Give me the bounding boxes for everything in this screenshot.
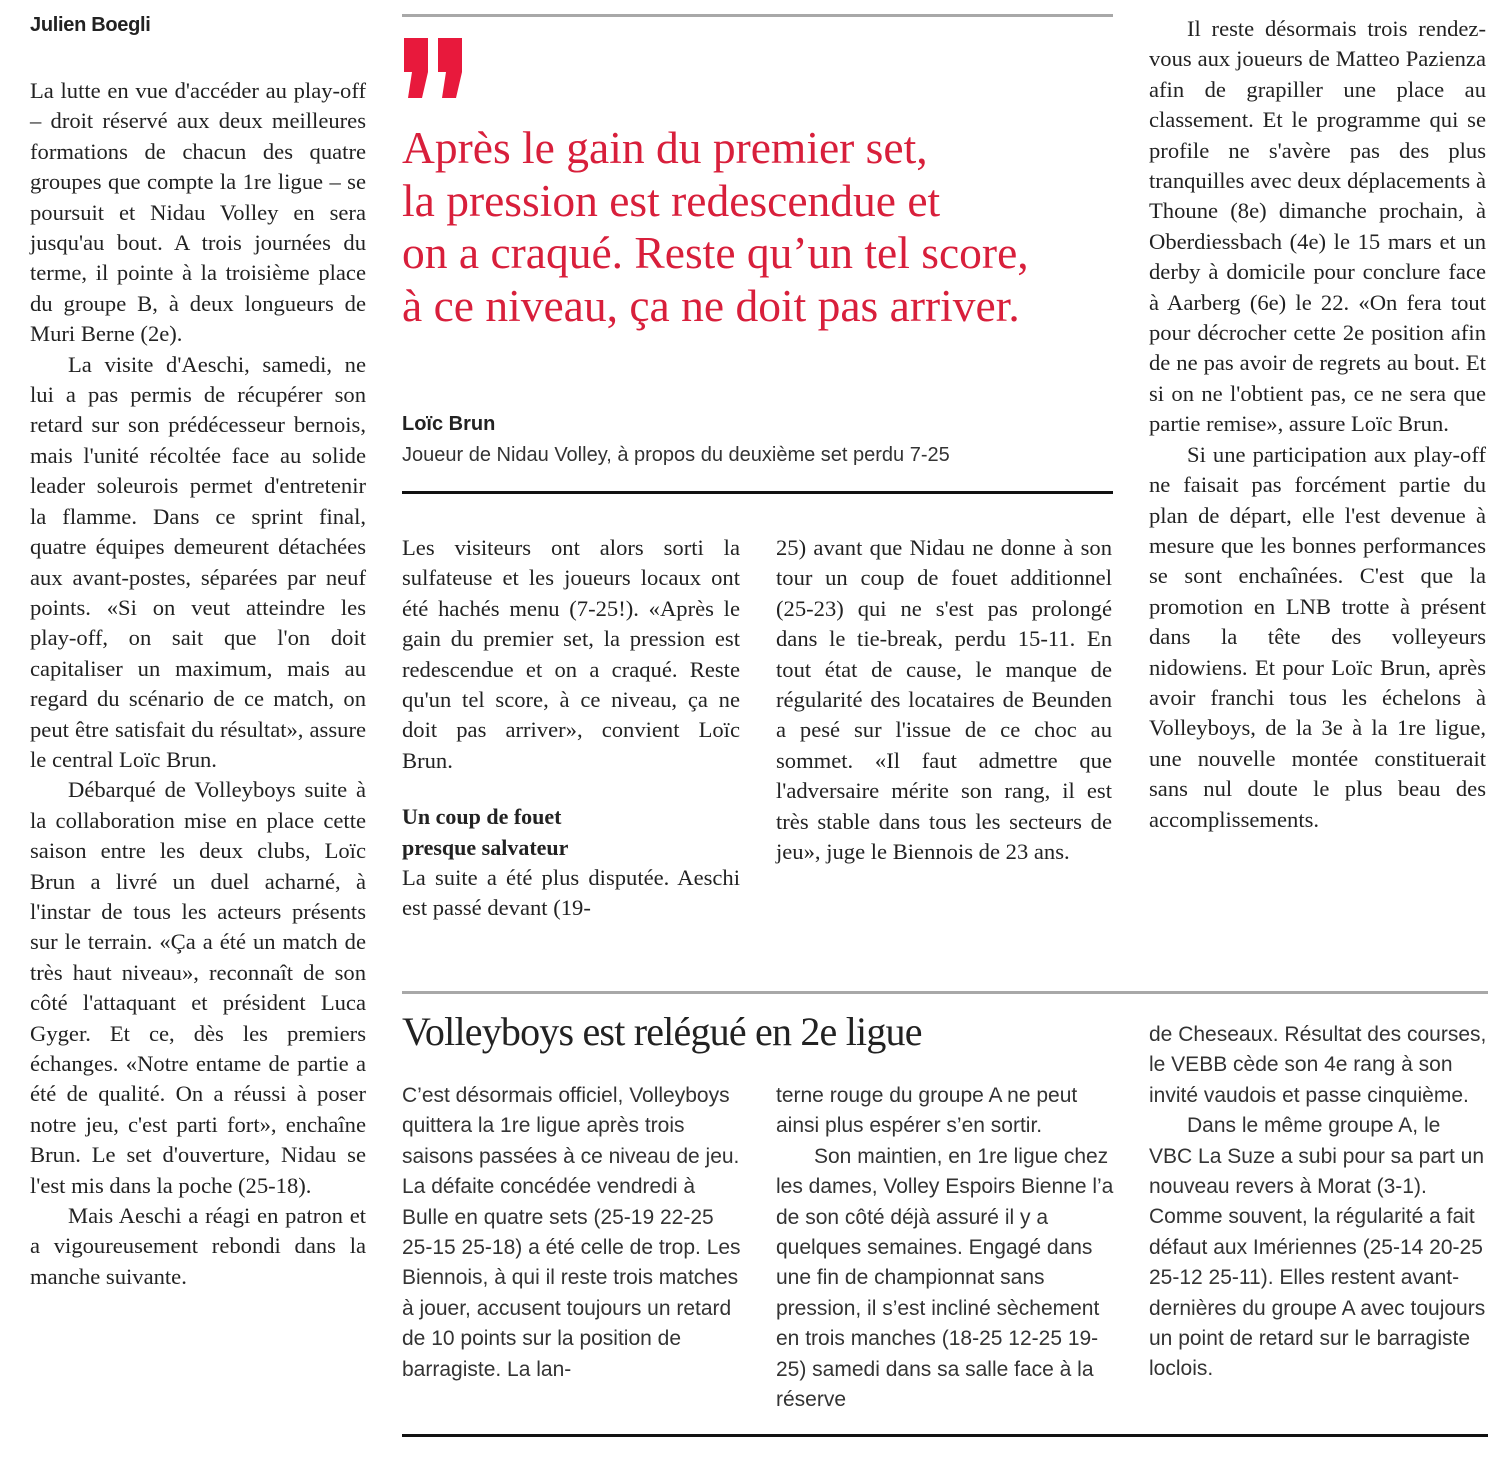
article-column-4 xyxy=(1149,14,1486,835)
sidebar-top-rule xyxy=(402,991,1488,994)
paragraph: La suite a été plus disputée. Aeschi est passé devant (19- xyxy=(402,865,740,921)
byline: Julien Boegli xyxy=(30,14,151,36)
quote-mark-icon xyxy=(402,38,466,100)
paragraph: terne rouge du groupe A ne peut ainsi plus espérer s’en sortir. xyxy=(776,1084,1078,1138)
pull-quote-line: à ce niveau, ça ne doit pas arriver. xyxy=(402,279,1020,331)
sidebar-article-title: Volleyboys est relégué en 2e ligue xyxy=(402,1009,922,1054)
pull-quote xyxy=(402,122,1122,332)
paragraph: Débarqué de Volleyboys suite à la collaboration mise en place cette saison entre les deux clubs, Loïc Brun a livré un duel acharné, à l'instar de tous les acteurs présents sur le terrain. «Ça a été un match de très haut niveau», reconnaît de son côté l'attaquant et président Luca Gyger. Et ce, dès les premiers échanges. «Notre entame de partie a été de qualité. On a réussi à poser notre jeu, c'est parti fort», enchaîne Brun. Le set d'ouverture, Nidau se l'est mis dans la poche (25-18). xyxy=(30,777,366,1198)
paragraph: Il reste désormais trois rendez-vous aux joueurs de Matteo Pazienza afin de grapiller une place au classement. Et le programme qui se profile ne s'avère pas des plus tranquilles avec deux déplacements à Thoune (8e) dimanche prochain, à Oberdiessbach (4e) le 15 mars et un derby à domicile pour conclure face à Aarberg (6e) le 22. «On fera tout pour décrocher cette 2e position afin de ne pas avoir de regrets au bout. Et si on ne l'obtient pas, ce ne sera que partie remise», assure Loïc Brun. xyxy=(1149,16,1486,437)
sidebar-column-2 xyxy=(776,1081,1116,1415)
article-column-3 xyxy=(776,533,1112,867)
paragraph: Dans le même groupe A, le VBC La Suze a subi pour sa part un nouveau revers à Morat (3-1). Comme souvent, la régularité a fait défaut aux Imériennes (25-14 20-25 25-12 25-11). Elles restent avant-dernières du groupe A avec toujours un point de retard sur le barragiste loclois. xyxy=(1149,1114,1486,1381)
pull-quote-line: la pression est redescendue et xyxy=(402,174,941,226)
pull-quote-top-rule xyxy=(402,14,1113,17)
pull-quote-bottom-rule xyxy=(402,491,1113,494)
subheading xyxy=(402,802,740,863)
paragraph: de Cheseaux. Résultat des courses, le VEBB cède son 4e rang à son invité vaudois et passe cinquième. xyxy=(1149,1023,1487,1107)
paragraph: Les visiteurs ont alors sorti la sulfateuse et les joueurs locaux ont été hachés menu (7-25!). «Après le gain du premier set, la pression est redescendue et on a craqué. Reste qu'un tel score, à ce niveau, ça ne doit pas arriver», convient Loïc Brun. xyxy=(402,535,740,773)
article-column-1 xyxy=(30,76,366,1292)
sidebar-column-1 xyxy=(402,1081,742,1385)
paragraph: La visite d'Aeschi, samedi, ne lui a pas permis de récupérer son retard sur son prédécesseur bernois, mais l'unité récoltée face au solide leader soleurois permet d'entretenir la flamme. Dans ce sprint final, quatre équipes demeurent détachées aux avant-postes, séparées par neuf points. «Si on veut atteindre les play-off, on sait que l'on doit capitaliser un maximum, mais au regard du scénario de ce match, on peut être satisfait du résultat», assure le central Loïc Brun. xyxy=(30,351,366,772)
paragraph: Mais Aeschi a réagi en patron et a vigoureusement rebondi dans la manche suivante. xyxy=(30,1203,366,1289)
page-bottom-rule xyxy=(402,1434,1488,1437)
sidebar-column-3 xyxy=(1149,1020,1489,1385)
pull-quote-line: Après le gain du premier set, xyxy=(402,122,928,173)
quote-author-role: Joueur de Nidau Volley, à propos du deuxième set perdu 7-25 xyxy=(402,444,950,466)
paragraph: Son maintien, en 1re ligue chez les dames, Volley Espoirs Bienne l’a de son côté déjà assuré il y a quelques semaines. Engagé dans une fin de championnat sans pression, il s’est incliné sèchement en trois manches (18-25 12-25 19-25) samedi dans sa salle face à la réserve xyxy=(776,1144,1114,1412)
paragraph: La lutte en vue d'accéder au play-off – droit réservé aux deux meilleures formations de chacun des quatre groupes que compte la 1re ligue – se poursuit et Nidau Volley en sera jusqu'au bout. A trois journées du terme, il pointe à la troisième place du groupe B, à deux longueurs de Muri Berne (2e). xyxy=(30,78,366,347)
paragraph: Si une participation aux play-off ne faisait pas forcément partie du plan de départ, elle l'est devenue à mesure que les bonnes performances se sont enchaînées. C'est que la promotion en LNB trotte à présent dans la tête des volleyeurs nidowiens. Et pour Loïc Brun, après avoir franchi tous les échelons à Volleyboys, de la 3e à la 1re ligue, une nouvelle montée constituerait sans nul doute le plus beau des accomplissements. xyxy=(1149,441,1486,832)
subheading-line: Un coup de fouet xyxy=(402,804,562,830)
pull-quote-line: on a craqué. Reste qu’un tel score, xyxy=(402,227,1029,278)
paragraph: 25) avant que Nidau ne donne à son tour un coup de fouet additionnel (25-23) qui ne s'est pas prolongé dans le tie-break, perdu 15-11. En tout état de cause, le manque de régularité des locataires de Beunden a pesé sur l'issue de ce choc au sommet. «Il faut admettre que l'adversaire mérite son rang, il est très stable dans tous les secteurs de jeu», juge le Biennois de 23 ans. xyxy=(776,535,1112,865)
article-column-2 xyxy=(402,533,740,924)
quote-author: Loïc Brun xyxy=(402,413,496,435)
paragraph: C’est désormais officiel, Volleyboys quittera la 1re ligue après trois saisons passées à ce niveau de jeu. La défaite concédée vendredi à Bulle en quatre sets (25-19 22-25 25-15 25-18) a été celle de trop. Les Biennois, à qui il reste trois matches à jouer, accusent toujours un retard de 10 points sur la position de barragiste. La lan- xyxy=(402,1084,741,1381)
subheading-line: presque salvateur xyxy=(402,834,569,860)
